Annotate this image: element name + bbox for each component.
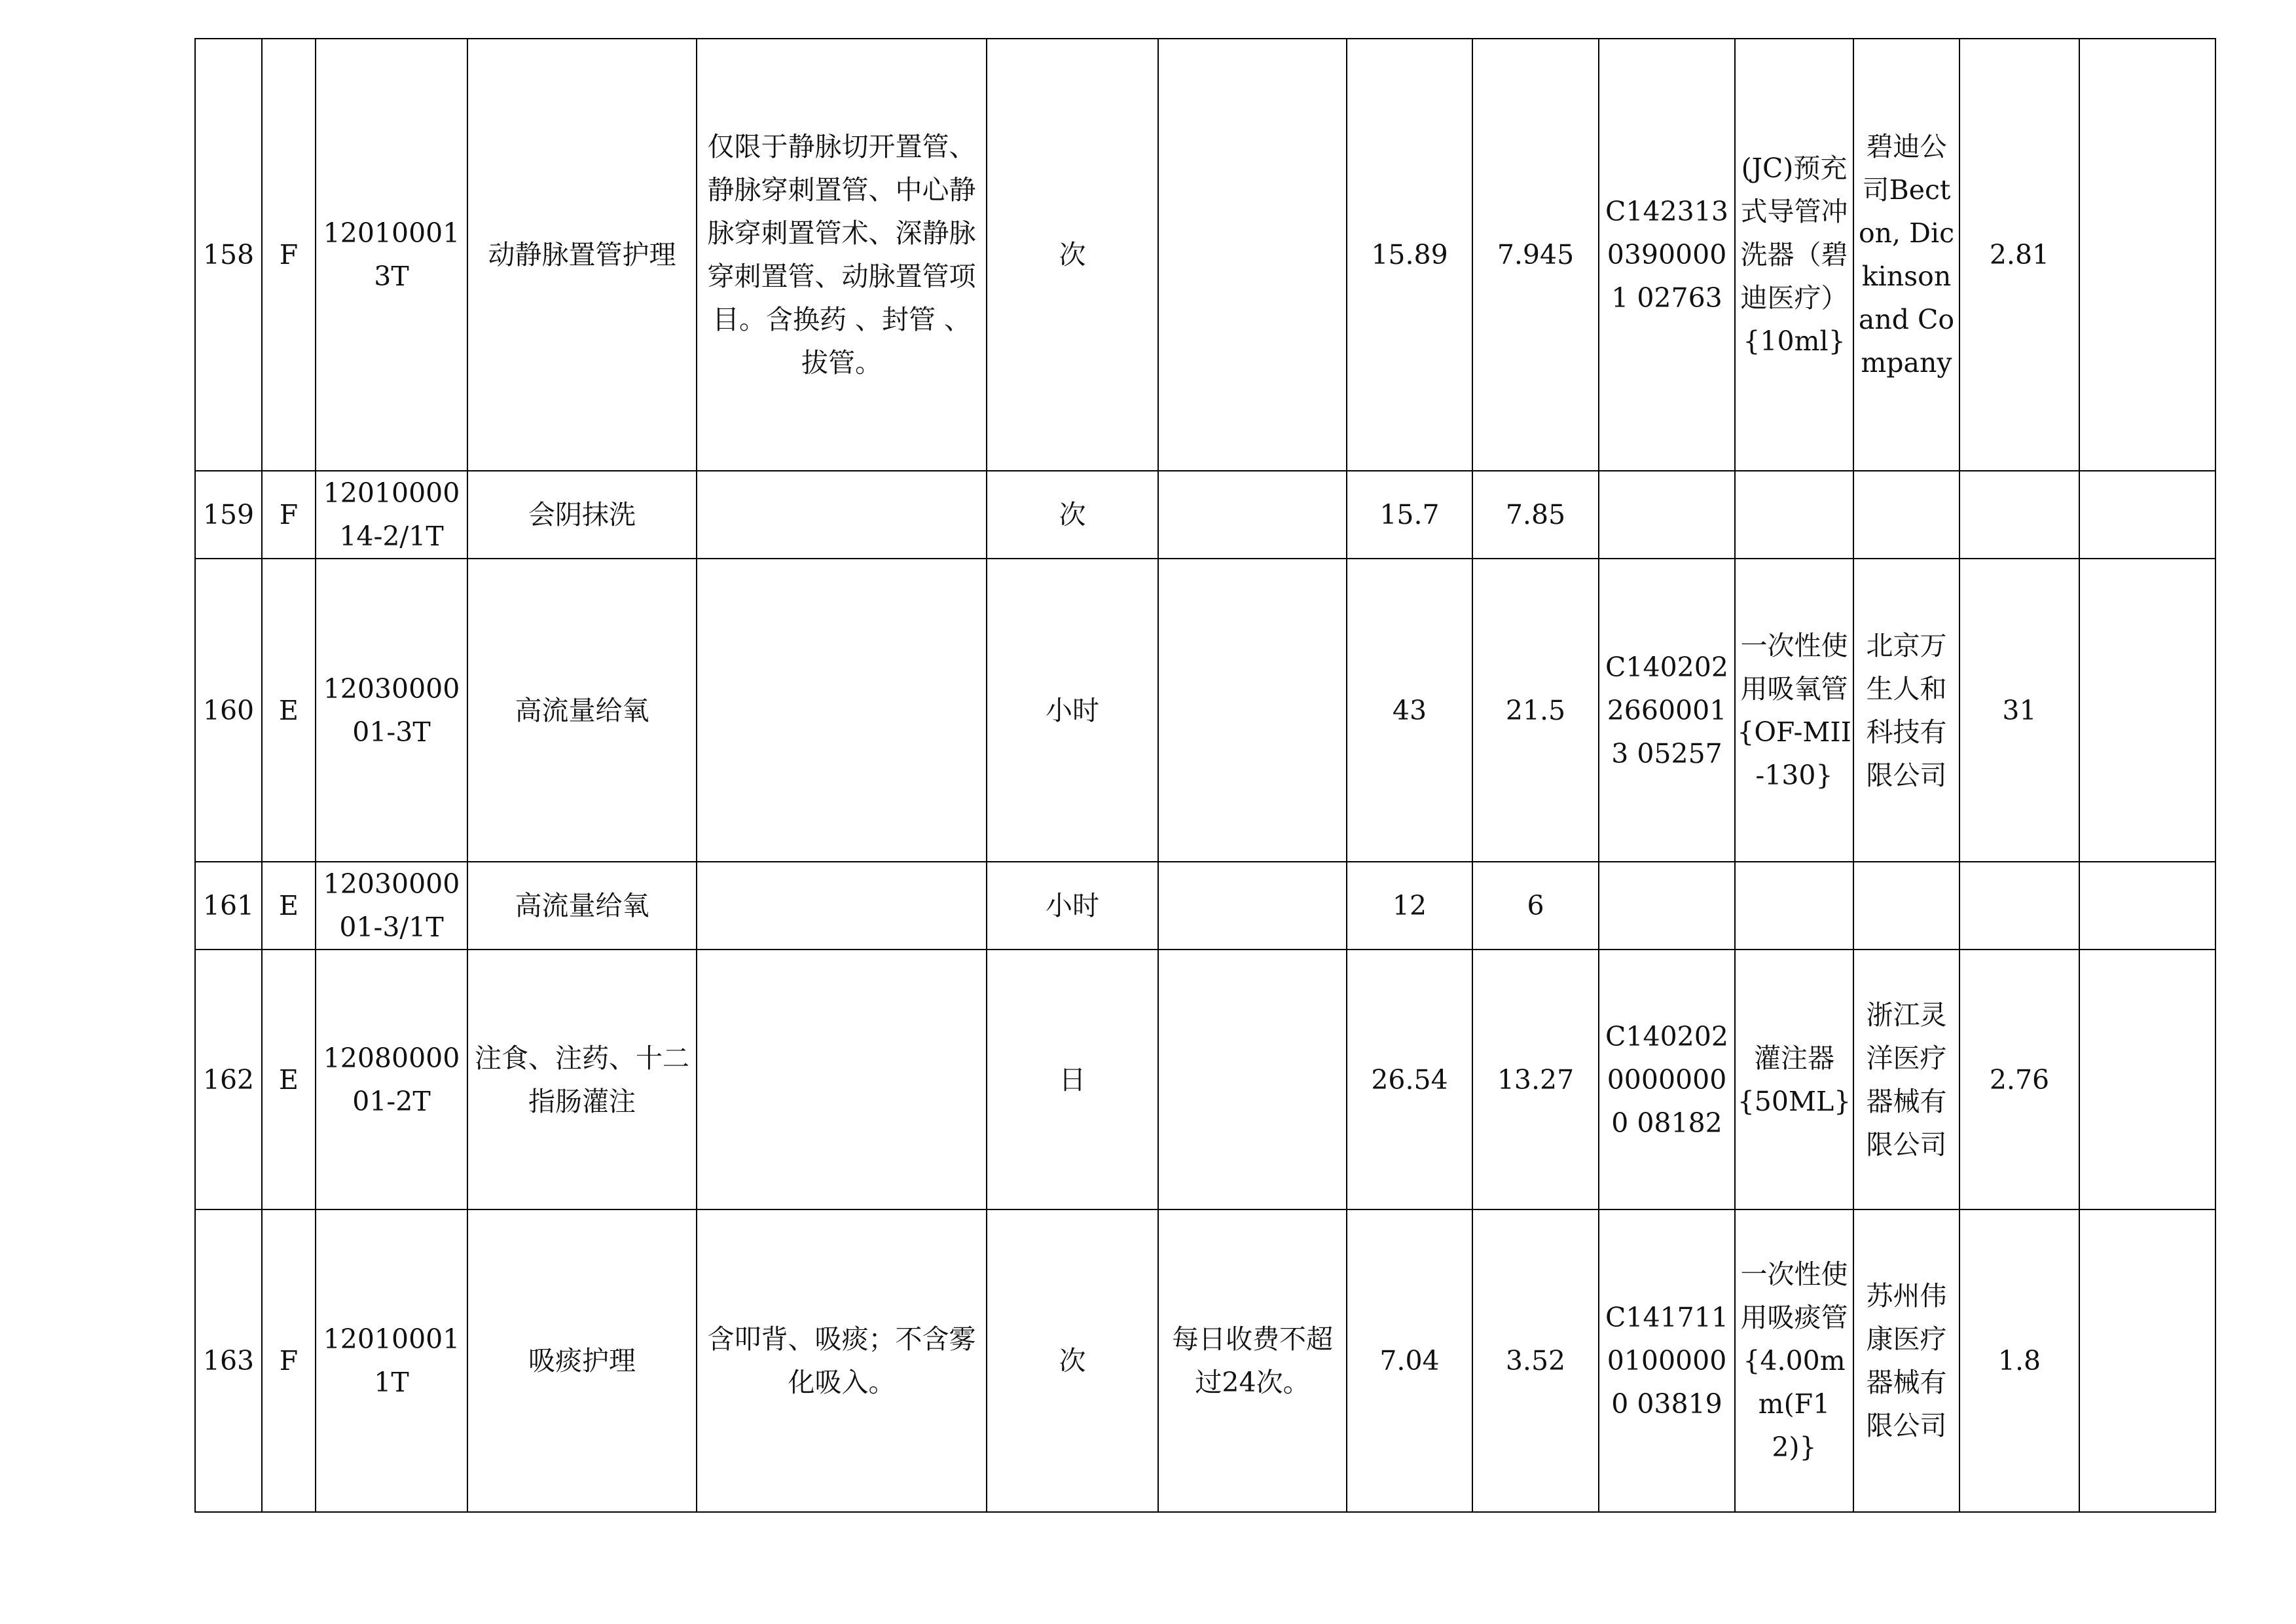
category-cell: E <box>262 862 316 950</box>
manufacturer-cell <box>1853 862 1959 950</box>
material-name-cell <box>1735 471 1853 559</box>
category-cell: F <box>262 471 316 559</box>
table-row <box>195 559 2215 862</box>
material-name-cell: 一次性使用吸氧管{OF-MII-130} <box>1735 559 1853 862</box>
row-number-cell: 158 <box>195 39 262 471</box>
table-row <box>195 950 2215 1209</box>
half-price-cell: 3.52 <box>1472 1209 1599 1512</box>
row-number-cell: 159 <box>195 471 262 559</box>
item-content-cell <box>697 559 987 862</box>
half-price-cell: 7.945 <box>1472 39 1599 471</box>
manufacturer-cell: 浙江灵洋医疗器械有限公司 <box>1853 950 1959 1209</box>
item-code-cell: 120100011T <box>316 1209 467 1512</box>
row-number-cell: 160 <box>195 559 262 862</box>
price-cell: 7.04 <box>1347 1209 1472 1512</box>
item-code-cell: 1201000014-2/1T <box>316 471 467 559</box>
price-cell: 15.7 <box>1347 471 1472 559</box>
extra-cell <box>2079 1209 2215 1512</box>
price-cell: 43 <box>1347 559 1472 862</box>
material-code-cell <box>1599 471 1735 559</box>
remark-cell: 每日收费不超过24次。 <box>1158 1209 1347 1512</box>
item-code-cell: 1203000001-3/1T <box>316 862 467 950</box>
row-number-cell: 163 <box>195 1209 262 1512</box>
extra-cell <box>2079 471 2215 559</box>
item-content-cell <box>697 862 987 950</box>
unit-cell: 次 <box>987 1209 1158 1512</box>
item-name-cell: 高流量给氧 <box>467 559 697 862</box>
material-code-cell: C14171101000000 03819 <box>1599 1209 1735 1512</box>
material-name-cell <box>1735 862 1853 950</box>
unit-cell: 小时 <box>987 862 1158 950</box>
half-price-cell: 7.85 <box>1472 471 1599 559</box>
material-name-cell: 一次性使用吸痰管{4.00mm(F12)} <box>1735 1209 1853 1512</box>
table-row <box>195 39 2215 471</box>
item-name-cell: 会阴抹洗 <box>467 471 697 559</box>
fee-table <box>194 38 2216 1513</box>
item-content-cell: 仅限于静脉切开置管、静脉穿刺置管、中心静脉穿刺置管术、深静脉穿刺置管、动脉置管项目。含换药 、封管 、拔管。 <box>697 39 987 471</box>
category-cell: E <box>262 559 316 862</box>
manufacturer-cell: 北京万生人和科技有限公司 <box>1853 559 1959 862</box>
material-price-cell: 2.76 <box>1959 950 2079 1209</box>
manufacturer-cell <box>1853 471 1959 559</box>
category-cell: E <box>262 950 316 1209</box>
material-price-cell: 2.81 <box>1959 39 2079 471</box>
item-code-cell: 1203000001-3T <box>316 559 467 862</box>
material-price-cell <box>1959 862 2079 950</box>
extra-cell <box>2079 862 2215 950</box>
row-number-cell: 161 <box>195 862 262 950</box>
unit-cell: 日 <box>987 950 1158 1209</box>
half-price-cell: 13.27 <box>1472 950 1599 1209</box>
material-name-cell: 灌注器{50ML} <box>1735 950 1853 1209</box>
half-price-cell: 21.5 <box>1472 559 1599 862</box>
extra-cell <box>2079 559 2215 862</box>
item-content-cell <box>697 471 987 559</box>
item-content-cell: 含叩背、吸痰；不含雾化吸入。 <box>697 1209 987 1512</box>
item-content-cell <box>697 950 987 1209</box>
material-code-cell <box>1599 862 1735 950</box>
extra-cell <box>2079 39 2215 471</box>
price-cell: 15.89 <box>1347 39 1472 471</box>
material-code-cell: C14020200000000 08182 <box>1599 950 1735 1209</box>
item-code-cell: 120100013T <box>316 39 467 471</box>
item-name-cell: 注食、注药、十二指肠灌注 <box>467 950 697 1209</box>
unit-cell: 小时 <box>987 559 1158 862</box>
item-name-cell: 吸痰护理 <box>467 1209 697 1512</box>
price-cell: 12 <box>1347 862 1472 950</box>
remark-cell <box>1158 471 1347 559</box>
manufacturer-cell: 碧迪公司Becton, Dickinson and Company <box>1853 39 1959 471</box>
remark-cell <box>1158 39 1347 471</box>
material-price-cell: 1.8 <box>1959 1209 2079 1512</box>
row-number-cell: 162 <box>195 950 262 1209</box>
remark-cell <box>1158 862 1347 950</box>
material-price-cell <box>1959 471 2079 559</box>
item-code-cell: 1208000001-2T <box>316 950 467 1209</box>
material-code-cell: C14231303900001 02763 <box>1599 39 1735 471</box>
category-cell: F <box>262 39 316 471</box>
price-cell: 26.54 <box>1347 950 1472 1209</box>
unit-cell: 次 <box>987 39 1158 471</box>
material-price-cell: 31 <box>1959 559 2079 862</box>
table-row <box>195 471 2215 559</box>
material-code-cell: C14020226600013 05257 <box>1599 559 1735 862</box>
table-row <box>195 1209 2215 1512</box>
remark-cell <box>1158 950 1347 1209</box>
category-cell: F <box>262 1209 316 1512</box>
extra-cell <box>2079 950 2215 1209</box>
item-name-cell: 动静脉置管护理 <box>467 39 697 471</box>
unit-cell: 次 <box>987 471 1158 559</box>
half-price-cell: 6 <box>1472 862 1599 950</box>
table-row <box>195 862 2215 950</box>
item-name-cell: 高流量给氧 <box>467 862 697 950</box>
material-name-cell: (JC)预充式导管冲洗器（碧迪医疗）{10ml} <box>1735 39 1853 471</box>
manufacturer-cell: 苏州伟康医疗器械有限公司 <box>1853 1209 1959 1512</box>
remark-cell <box>1158 559 1347 862</box>
